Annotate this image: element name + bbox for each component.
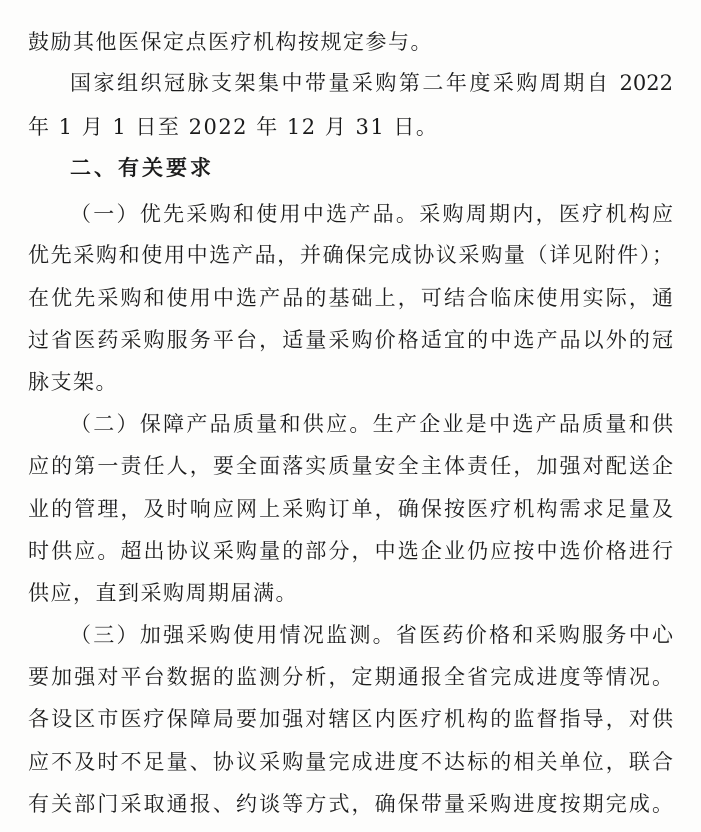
text-line-14: 供应，直到采购周期届满。 xyxy=(28,581,298,605)
text-line-7: 在优先采购和使用中选产品的基础上，可结合临床使用实际，通 xyxy=(28,286,673,310)
text-line-3: 年 1 月 1 日至 2022 年 12 月 31 日。 xyxy=(28,115,439,139)
section-heading: 二、有关要求 xyxy=(70,156,214,180)
text-line-12: 业的管理，及时响应网上采购订单，确保按医疗机构需求足量及 xyxy=(28,497,673,521)
text-line-18: 应不及时不足量、协议采购量完成进度不达标的相关单位，联合 xyxy=(28,750,673,774)
text-line-13: 时供应。超出协议采购量的部分，中选企业仍应按中选价格进行 xyxy=(28,539,673,563)
text-line-11: 应的第一责任人，要全面落实质量安全主体责任，加强对配送企 xyxy=(28,454,673,478)
text-line-15: （三）加强采购使用情况监测。省医药价格和采购服务中心 xyxy=(70,623,673,647)
text-line-17: 各设区市医疗保障局要加强对辖区内医疗机构的监督指导，对供 xyxy=(28,707,673,731)
text-line-2: 国家组织冠脉支架集中带量采购第二年度采购周期自 2022 xyxy=(70,71,673,95)
text-line-1: 鼓励其他医保定点医疗机构按规定参与。 xyxy=(28,30,433,54)
text-line-16: 要加强对平台数据的监测分析，定期通报全省完成进度等情况。 xyxy=(28,665,673,689)
text-line-6: 优先采购和使用中选产品，并确保完成协议采购量（详见附件）； xyxy=(28,243,673,267)
text-line-10: （二）保障产品质量和供应。生产企业是中选产品质量和供 xyxy=(70,412,673,436)
text-line-8: 过省医药采购服务平台，适量采购价格适宜的中选产品以外的冠 xyxy=(28,328,673,352)
text-line-5: （一）优先采购和使用中选产品。采购周期内，医疗机构应 xyxy=(70,202,673,226)
text-line-9: 脉支架。 xyxy=(28,370,118,394)
text-line-19: 有关部门采取通报、约谈等方式，确保带量采购进度按期完成。 xyxy=(28,792,673,816)
